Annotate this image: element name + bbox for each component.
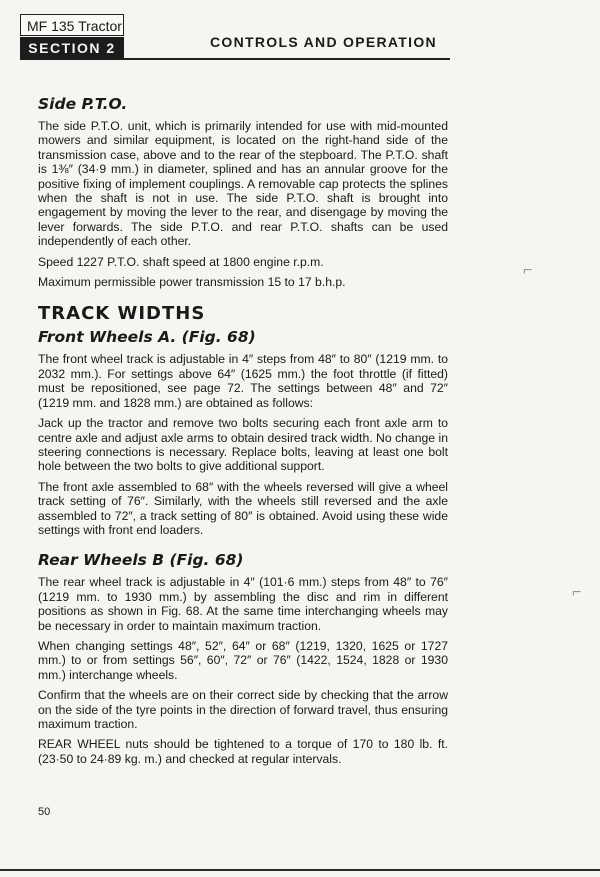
front-wheels-para-3: The front axle assembled to 68″ with the wheels reversed will give a wheel track setting of 76″. Similarly, with the wheels still reversed and the axle assembled to 72″, a track setting of 80″ is obtained. Avoid using these wide settings with front end loaders.: [38, 479, 448, 537]
scan-mark: ⌐: [523, 262, 533, 279]
rear-wheels-para-2: When changing settings 48″, 52″, 64″ or 68″ (1219, 1320, 1625 or 1727 mm.) to or from settings 56″, 60″, 72″ or 76″ (1422, 1524, 1828 or 1930 mm.) interchange wheels.: [38, 638, 448, 682]
side-pto-heading: Side P.T.O.: [38, 95, 128, 113]
scan-mark: ⌐: [572, 584, 582, 601]
chapter-title: CONTROLS AND OPERATION: [210, 34, 437, 50]
side-pto-power: Maximum permissible power transmission 15 to 17 b.h.p.: [38, 275, 346, 290]
rear-wheels-para-4: REAR WHEEL nuts should be tightened to a torque of 170 to 180 lb. ft. (23·50 to 24·89 kg. m.) and checked at regular intervals.: [38, 737, 448, 766]
track-widths-heading: TRACK WIDTHS: [38, 303, 206, 325]
rear-wheels-heading: Rear Wheels B (Fig. 68): [38, 551, 244, 570]
front-wheels-para-1: The front wheel track is adjustable in 4″ steps from 48″ to 80″ (1219 mm. to 2032 mm.). For settings above 64″ (1625 mm.) the foot throttle (if fitted) must be repositioned, see page 72. The settings between 48″ and 72″ (1219 mm. and 1828 mm.) are obtained as follows:: [38, 352, 448, 410]
rear-wheels-para-3: Confirm that the wheels are on their correct side by checking that the arrow on the side of the tyre points in the direction of forward travel, thus ensuring maximum traction.: [38, 688, 448, 731]
section-label: SECTION 2: [20, 37, 124, 60]
header-rule: [124, 58, 450, 60]
page-body: [38, 95, 448, 772]
front-wheels-heading: Front Wheels A. (Fig. 68): [38, 328, 256, 347]
page-number: 50: [38, 806, 51, 818]
side-pto-description: The side P.T.O. unit, which is primarily intended for use with mid-mounted mowers and similar equipment, is located on the right-hand side of the transmission case, above and to the rear of the stepboard. The P.T.O. shaft is 1⅜″ (34·9 mm.) in diameter, splined and has an annular groove for the positive fixing of implement couplings. A removable cap protects the splines when the shaft is not in use. The side P.T.O. shaft is brought into engagement by moving the lever to the rear, and disengage by moving the lever forwards. The side P.T.O. and rear P.T.O. shafts can be used independently of each other.: [38, 119, 448, 249]
front-wheels-para-2: Jack up the tractor and remove two bolts securing each front axle arm to centre axle and adjust axle arms to obtain desired track width. No change in steering connections is necessary. Replace bolts, leaving at least one bolt hole between the two bolts to give additional support.: [38, 416, 448, 474]
model-label: MF 135 Tractor: [20, 14, 124, 36]
rear-wheels-para-1: The rear wheel track is adjustable in 4″ (101·6 mm.) steps from 48″ to 76″ (1219 mm. to 1930 mm.) by assembling the disc and rim in different positions as shown in Fig. 68. At the same time interchanging wheels may be necessary in order to maintain maximum traction.: [38, 575, 448, 633]
side-pto-speed: Speed 1227 P.T.O. shaft speed at 1800 engine r.p.m.: [38, 254, 324, 269]
page-header: [0, 0, 600, 62]
bottom-rule: [0, 869, 600, 871]
